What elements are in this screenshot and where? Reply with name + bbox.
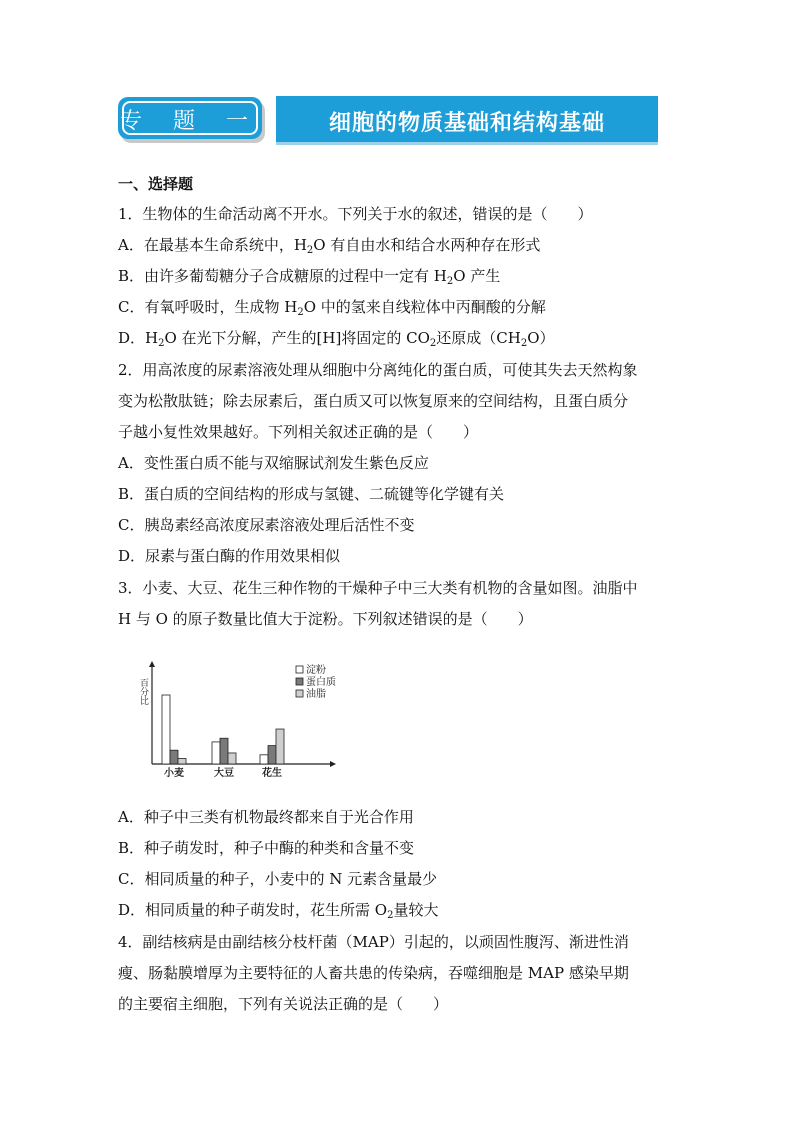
q3-stem-line-2: H 与 O 的原子数量比值大于淀粉。下列叙述错误的是（ ） [118, 610, 533, 628]
bar-大豆-蛋白质 [220, 738, 228, 764]
q4-stem-line-3: 的主要宿主细胞，下列有关说法正确的是（ ） [118, 995, 449, 1013]
category-label: 花生 [262, 768, 282, 779]
q2-stem-line-3: 子越小复性效果越好。下列相关叙述正确的是（ ） [118, 423, 479, 441]
q2-option-b: B．蛋白质的空间结构的形成与氢键、二硫键等化学键有关 [118, 485, 505, 503]
q3-option-a: A．种子中三类有机物最终都来自于光合作用 [118, 808, 414, 826]
bar-花生-油脂 [276, 729, 284, 764]
topic-title-bar [276, 96, 658, 142]
q3-stem-line-1: 3．小麦、大豆、花生三种作物的干燥种子中三大类有机物的含量如图。油脂中 [118, 579, 638, 597]
legend-label: 油脂 [306, 689, 326, 700]
q1-stem: 1．生物体的生命活动离不开水。下列关于水的叙述，错误的是（ ） [118, 205, 593, 223]
q2-option-d: D．尿素与蛋白酶的作用效果相似 [118, 547, 341, 565]
chart-legend [296, 663, 336, 700]
q3-option-d: D．相同质量的种子萌发时，花生所需 $O_2$量较大 [118, 901, 439, 921]
legend-label: 淀粉 [306, 665, 326, 676]
title-underline [276, 142, 658, 145]
legend-swatch [296, 666, 303, 673]
legend-swatch [296, 678, 303, 685]
bar-大豆-淀粉 [212, 742, 220, 764]
section-heading: 一、选择题 [118, 175, 194, 193]
q3-option-c: C．相同质量的种子，小麦中的 N 元素含量最少 [118, 870, 438, 888]
y-axis-arrow [149, 661, 155, 667]
q3-option-b: B．种子萌发时，种子中酶的种类和含量不变 [118, 839, 415, 857]
q4-stem-line-1: 4．副结核病是由副结核分枝杆菌（MAP）引起的，以顽固性腹泻、渐进性消 [118, 933, 629, 951]
topic-badge-label: 专 题 一 [120, 109, 260, 134]
q1-option-a: A．在最基本生命系统中，$H_2O$ 有自由水和结合水两种存在形式 [118, 236, 541, 256]
q1-option-d: D．$H_2O$ 在光下分解，产生的[H]将固定的 $CO_2$还原成$(CH_2O)$ [118, 329, 555, 349]
legend-swatch [296, 690, 303, 697]
q4-stem-line-2: 瘦、肠黏膜增厚为主要特征的人畜共患的传染病，吞噬细胞是 MAP 感染早期 [118, 964, 629, 982]
q1-option-b: B．由许多葡萄糖分子合成糖原的过程中一定有 $H_2O$ 产生 [118, 267, 501, 287]
q2-stem-line-1: 2．用高浓度的尿素溶液处理从细胞中分离纯化的蛋白质，可使其失去天然构象 [118, 361, 638, 379]
bar-小麦-淀粉 [162, 695, 170, 764]
q2-stem-line-2: 变为松散肽链；除去尿素后，蛋白质又可以恢复原来的空间结构，且蛋白质分 [118, 392, 629, 410]
legend-label: 蛋白质 [306, 677, 336, 688]
bar-小麦-蛋白质 [170, 750, 178, 764]
chart-category-labels [164, 766, 282, 779]
bar-花生-蛋白质 [268, 746, 276, 764]
q2-option-c: C．胰岛素经高浓度尿素溶液处理后活性不变 [118, 516, 415, 534]
topic-title: 细胞的物质基础和结构基础 [328, 111, 605, 136]
bar-大豆-油脂 [228, 753, 236, 764]
organic-content-bar-chart [140, 660, 340, 785]
q1-option-c: C．有氧呼吸时，生成物 $H_2O$ 中的氢来自线粒体中丙酮酸的分解 [118, 298, 546, 318]
q2-option-a: A．变性蛋白质不能与双缩脲试剂发生紫色反应 [118, 454, 429, 472]
category-label: 小麦 [164, 768, 184, 779]
x-axis-arrow [330, 761, 336, 767]
bar-花生-淀粉 [260, 755, 268, 764]
chart-bars [162, 695, 284, 764]
y-axis-label: 百分比 [138, 678, 148, 705]
category-label: 大豆 [214, 768, 234, 779]
topic-badge [118, 97, 262, 139]
bar-小麦-油脂 [178, 758, 186, 764]
